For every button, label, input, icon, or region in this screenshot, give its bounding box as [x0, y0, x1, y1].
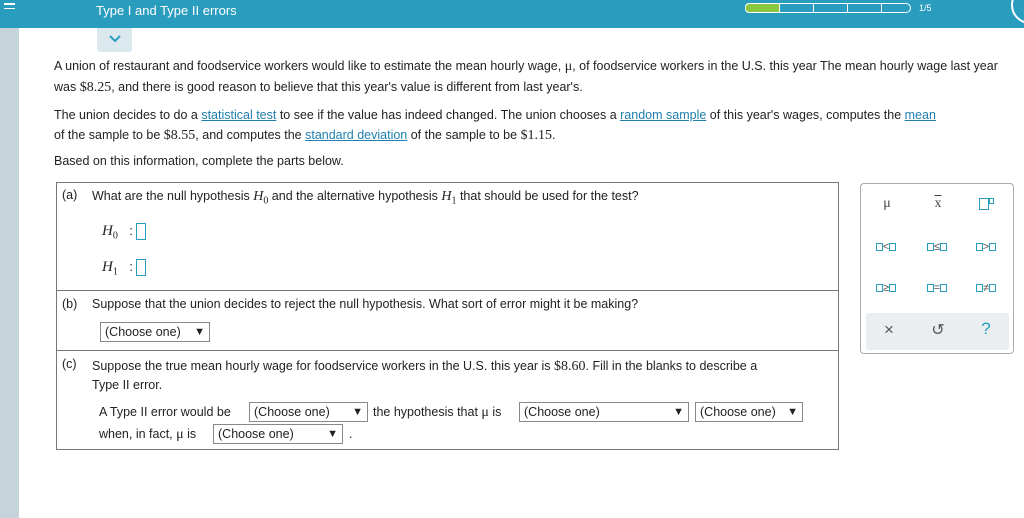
alternative-hypothesis-row: $H_1$ : — [102, 259, 146, 278]
null-hypothesis-input[interactable] — [136, 223, 146, 240]
xbar-button[interactable]: $\overline{x}$ — [934, 196, 942, 211]
equal-button[interactable]: = — [917, 282, 957, 294]
corner-button[interactable] — [1011, 0, 1024, 24]
undo-icon[interactable]: ↺ — [931, 322, 945, 339]
sample-mean: $8.55 — [163, 128, 196, 143]
progress-label: 1/5 — [919, 3, 932, 13]
alternative-hypothesis-input[interactable] — [136, 259, 146, 276]
hamburger-icon[interactable] — [0, 0, 19, 28]
actual-value-select[interactable]: (Choose one) ▼ — [213, 424, 343, 444]
left-sidebar-strip — [0, 0, 19, 518]
sentence-2-start: when, in fact, μ is — [99, 427, 197, 442]
part-a-label: (a) — [62, 188, 78, 202]
part-a-question: What are the null hypothesis $H_0$ and the alternative hypothesis $H_1$ that should be used for the test? — [92, 189, 639, 207]
part-a-panel — [56, 182, 839, 291]
help-icon[interactable]: ? — [981, 319, 991, 338]
error-type-select[interactable]: (Choose one) ▼ — [100, 322, 210, 342]
sentence-1-middle: the hypothesis that μ is — [373, 405, 502, 420]
random-sample-link[interactable]: random sample — [620, 108, 707, 122]
mu-button[interactable]: μ — [883, 196, 891, 211]
part-c-label: (c) — [62, 357, 77, 371]
intro-paragraph-2: The union decides to do a statistical test to see if the value has indeed changed. The union chooses a random sample of this year's wages, computes the mean of the sample to be $8.55, and computes the standard deviation of the sample to be $1.15. — [54, 108, 936, 143]
clear-icon[interactable]: × — [884, 320, 894, 339]
part-b-panel — [56, 290, 839, 351]
superscript-button[interactable] — [966, 198, 1006, 210]
less-equal-button[interactable]: ≤ — [917, 241, 957, 253]
progress-segment — [813, 3, 848, 13]
less-than-button[interactable]: < — [866, 241, 906, 253]
greater-than-button[interactable]: > — [966, 241, 1006, 253]
part-b-question: Suppose that the union decides to reject the null hypothesis. What sort of error might it be making? — [92, 297, 639, 311]
progress-bar — [746, 3, 911, 13]
hypothesis-value-select[interactable]: (Choose one) ▼ — [695, 402, 803, 422]
null-hypothesis-row: $H_0$ : — [102, 223, 146, 242]
statistical-test-link[interactable]: statistical test — [201, 108, 277, 122]
value-last-year: $8.25 — [79, 80, 112, 95]
progress-segment — [881, 3, 911, 13]
palette-actions — [866, 313, 1009, 350]
progress-segment — [745, 3, 780, 13]
progress-segment — [847, 3, 882, 13]
hypothesis-relation-select[interactable]: (Choose one) ▼ — [519, 402, 689, 422]
sentence-1-start: A Type II error would be — [99, 405, 231, 419]
reject-fail-select[interactable]: (Choose one) ▼ — [249, 402, 368, 422]
greater-equal-button[interactable]: ≥ — [866, 282, 906, 294]
standard-deviation-link[interactable]: standard deviation — [305, 128, 408, 142]
intro-paragraph-3: Based on this information, complete the parts below. — [54, 154, 344, 168]
progress-segment — [779, 3, 814, 13]
not-equal-button[interactable]: ≠ — [966, 282, 1006, 294]
mean-link[interactable]: mean — [904, 108, 936, 122]
part-c-panel: (c) Suppose the true mean hourly wage for foodservice workers in the U.S. this year is $8.60. Fill in the blanks to describe a Type II error. A Type II error would be (Choose one) ▼ the hypothesis that μ is (Choose one) ▼ (Choose one) ▼ when, in fact, μ is (Choose one) ▼ . — [56, 350, 839, 450]
intro-paragraph-1: A union of restaurant and foodservice workers would like to estimate the mean hourly wage, μ, of foodservice workers in the U.S. this year The mean hourly wage last year was $8.25, and there is good reason to believe that this year's value is different from last year's. — [54, 59, 998, 95]
sample-sd: $1.15 — [520, 128, 553, 143]
symbol-palette — [860, 183, 1014, 354]
part-b-label: (b) — [62, 297, 78, 311]
true-mean: $8.60 — [554, 359, 586, 374]
top-bar — [19, 0, 1024, 28]
part-c-question: Suppose the true mean hourly wage for foodservice workers in the U.S. this year is $8.60. Fill in the blanks to describe a Type II error. — [92, 359, 758, 392]
chevron-down-icon[interactable] — [97, 28, 132, 52]
page-title: Type I and Type II errors — [96, 3, 237, 18]
